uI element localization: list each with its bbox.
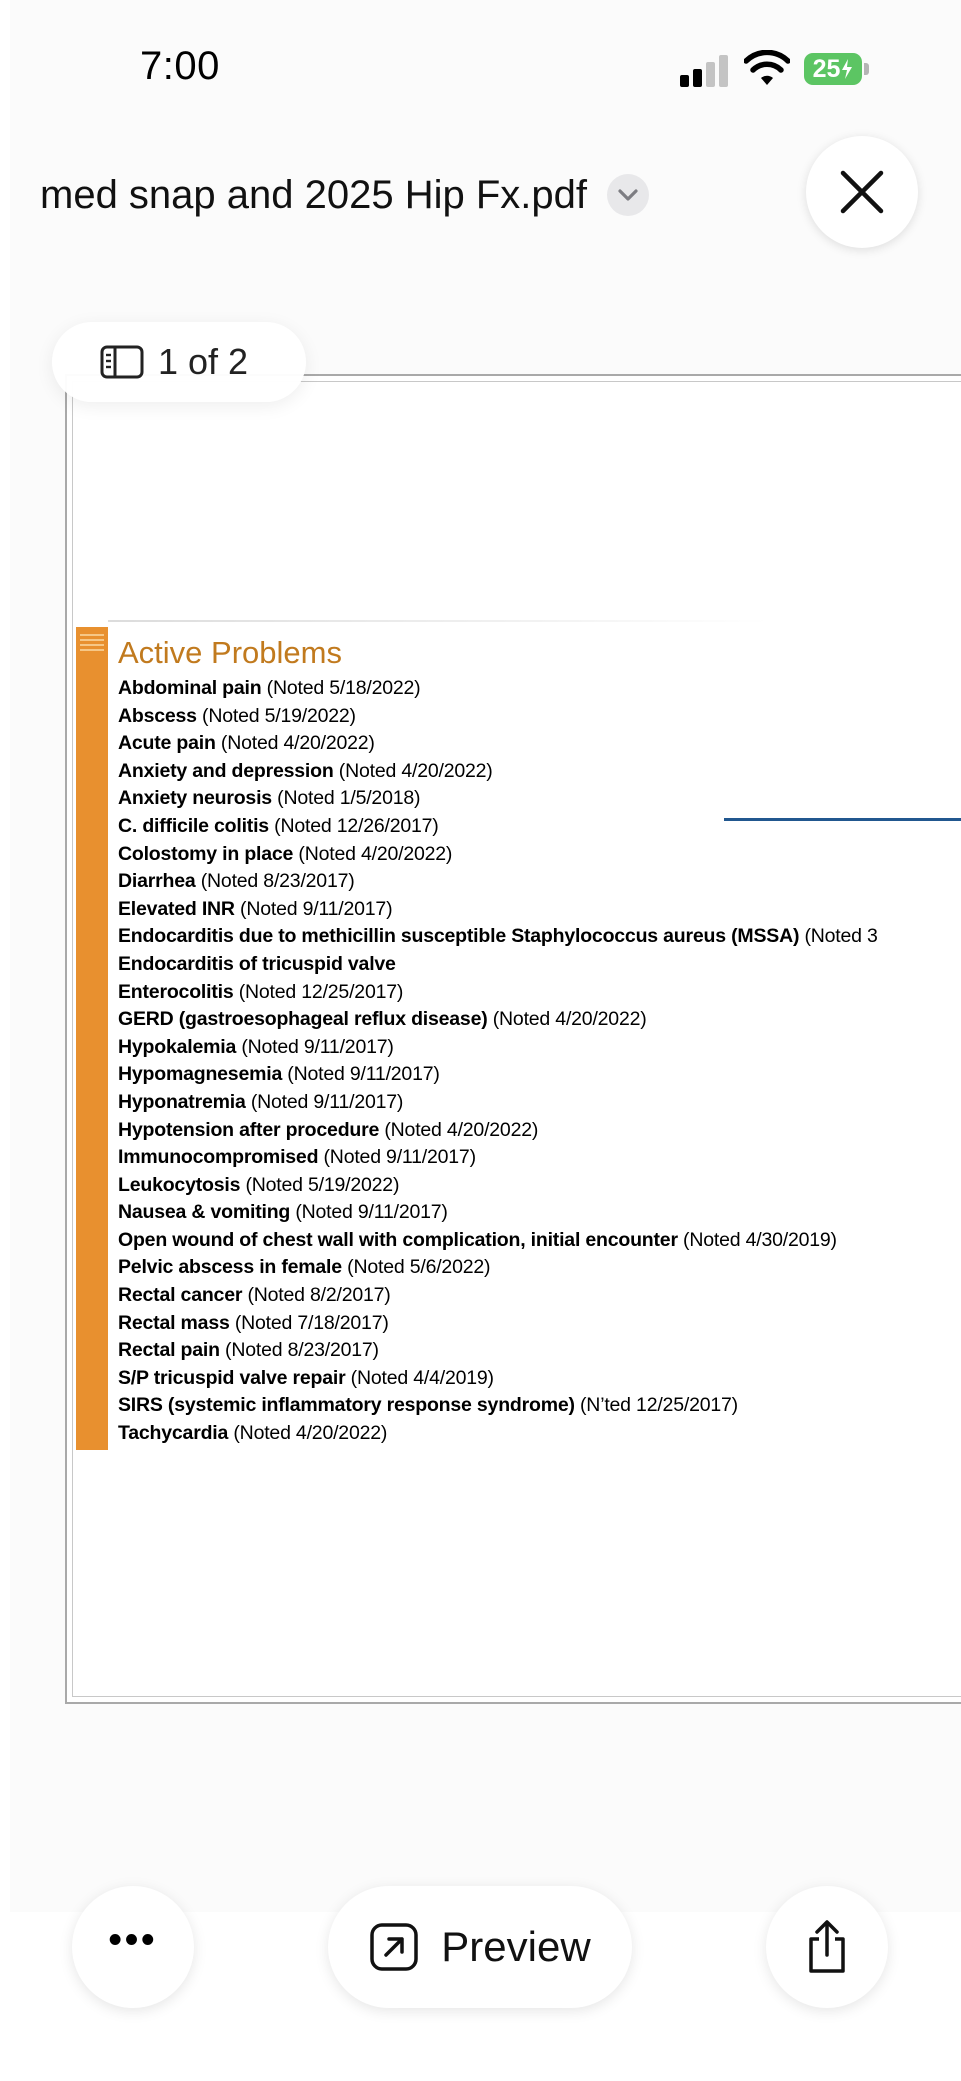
problem-item bbox=[118, 758, 961, 786]
problem-name: Acute pain bbox=[118, 732, 216, 755]
battery-level: 25 bbox=[812, 54, 841, 83]
preview-label: Preview bbox=[441, 1923, 591, 1970]
problem-noted-date: (Noted 9/11/2017) bbox=[234, 897, 393, 920]
preview-button[interactable] bbox=[328, 1886, 632, 2008]
problem-noted-date: (Noted 12/25/2017) bbox=[233, 980, 404, 1003]
problem-noted-date: (Noted 4/20/2022) bbox=[333, 759, 493, 782]
section-divider bbox=[108, 620, 768, 622]
problem-noted-date: (Noted 9/11/2017) bbox=[318, 1146, 476, 1169]
problem-noted-date: (Noted 8/23/2017) bbox=[219, 1339, 379, 1362]
problem-noted-date: (Noted 9/11/2017) bbox=[245, 1090, 404, 1113]
problem-name: Tachycardia bbox=[118, 1422, 229, 1445]
problem-name: Leukocytosis bbox=[118, 1173, 241, 1196]
problem-item bbox=[118, 730, 961, 758]
problem-name: Hyponatremia bbox=[118, 1090, 246, 1113]
sidebar-icon bbox=[100, 345, 144, 379]
problem-item bbox=[118, 1061, 961, 1089]
problem-item bbox=[118, 1420, 961, 1448]
problem-noted-date: (Noted 8/2/2017) bbox=[242, 1284, 391, 1307]
wifi-icon bbox=[744, 50, 790, 88]
problem-item bbox=[118, 951, 961, 979]
problem-noted-date: (Noted 4/20/2022) bbox=[228, 1422, 388, 1445]
problem-item bbox=[118, 813, 961, 841]
problem-name: Pelvic abscess in female bbox=[118, 1256, 342, 1279]
problem-item bbox=[118, 1006, 961, 1034]
problem-noted-date: (Noted 7/18/2017) bbox=[229, 1311, 389, 1334]
problem-noted-date: (Noted 1/5/2018) bbox=[271, 787, 421, 810]
problem-item bbox=[118, 1034, 961, 1062]
problem-name: Abdominal pain bbox=[118, 677, 262, 699]
problem-name: Immunocompromised bbox=[118, 1146, 319, 1169]
page-indicator[interactable] bbox=[52, 322, 306, 402]
problem-item bbox=[118, 868, 961, 896]
problem-noted-date: (N’ted 12/25/2017) bbox=[574, 1394, 738, 1417]
section-accent-bar bbox=[76, 627, 108, 1450]
problem-name: Hypotension after procedure bbox=[118, 1118, 380, 1141]
problem-item bbox=[118, 1144, 961, 1172]
problem-item bbox=[118, 979, 961, 1007]
problem-name: Nausea & vomiting bbox=[118, 1201, 291, 1224]
problem-name: C. difficile colitis bbox=[118, 814, 269, 837]
share-button[interactable] bbox=[766, 1886, 888, 2008]
arrow-up-right-icon bbox=[369, 1922, 419, 1972]
problem-noted-date: (Noted 4/20/2022) bbox=[293, 842, 453, 865]
problem-noted-date: (Noted 4/20/2022) bbox=[379, 1118, 539, 1141]
problem-name: Anxiety and depression bbox=[118, 759, 334, 782]
battery-icon bbox=[804, 53, 862, 85]
close-icon bbox=[839, 169, 885, 215]
problem-noted-date: (Noted 4/20/2022) bbox=[487, 1008, 647, 1031]
problem-list bbox=[118, 675, 961, 1448]
problem-noted-date: (Noted 8/23/2017) bbox=[195, 870, 355, 893]
problem-item bbox=[118, 896, 961, 924]
problem-noted-date: (Noted 5/18/2022) bbox=[261, 677, 421, 699]
problem-name: Hypomagnesemia bbox=[118, 1063, 283, 1086]
problem-name: Elevated INR bbox=[118, 897, 235, 920]
problem-name: SIRS (systemic inflammatory response syndrome) bbox=[118, 1394, 575, 1417]
problem-name: GERD (gastroesophageal reflux disease) bbox=[118, 1008, 488, 1031]
problem-item bbox=[118, 1282, 961, 1310]
more-button[interactable] bbox=[72, 1886, 194, 2008]
problem-item bbox=[118, 1365, 961, 1393]
cellular-signal-icon bbox=[680, 55, 730, 87]
problem-item bbox=[118, 1199, 961, 1227]
problem-item bbox=[118, 841, 961, 869]
problem-item bbox=[118, 1172, 961, 1200]
document-title-row[interactable] bbox=[40, 165, 649, 225]
share-icon bbox=[803, 1919, 851, 1975]
problem-item bbox=[118, 1337, 961, 1365]
problem-name: Open wound of chest wall with complication, initial encounter bbox=[118, 1228, 678, 1251]
problem-item bbox=[118, 1089, 961, 1117]
more-icon: ••• bbox=[108, 1918, 158, 1961]
problem-noted-date: (Noted 9/11/2017) bbox=[290, 1201, 448, 1224]
problem-name: Rectal cancer bbox=[118, 1284, 243, 1307]
problem-noted-date: (Noted 5/19/2022) bbox=[196, 704, 356, 727]
chevron-down-icon[interactable] bbox=[607, 174, 649, 216]
problem-item bbox=[118, 1227, 961, 1255]
problem-name: Endocarditis due to methicillin susceptible Staphylococcus aureus (MSSA) bbox=[118, 925, 800, 948]
problem-noted-date: (Noted 4/20/2022) bbox=[215, 732, 375, 755]
problem-name: S/P tricuspid valve repair bbox=[118, 1366, 346, 1389]
document-title[interactable]: med snap and 2025 Hip Fx.pdf bbox=[40, 172, 588, 217]
problem-name: Hypokalemia bbox=[118, 1035, 237, 1058]
problem-item bbox=[118, 703, 961, 731]
problem-noted-date: (Noted 4/30/2019) bbox=[677, 1228, 837, 1251]
problem-name: Enterocolitis bbox=[118, 980, 234, 1003]
problem-item bbox=[118, 1254, 961, 1282]
section-title: Active Problems bbox=[118, 635, 342, 670]
problem-item bbox=[118, 1392, 961, 1420]
problem-noted-date: (Noted 5/6/2022) bbox=[341, 1256, 491, 1279]
problem-name: Rectal mass bbox=[118, 1311, 230, 1334]
problem-name: Endocarditis of tricuspid valve bbox=[118, 952, 396, 975]
battery-tip bbox=[864, 63, 869, 75]
problem-noted-date: (Noted 3 bbox=[799, 925, 878, 948]
status-time: 7:00 bbox=[140, 44, 220, 88]
problem-name: Diarrhea bbox=[118, 870, 196, 893]
problem-noted-date: (Noted 9/11/2017) bbox=[236, 1035, 394, 1058]
problem-item bbox=[118, 923, 961, 951]
problem-noted-date: (Noted 4/4/2019) bbox=[345, 1366, 494, 1389]
problem-noted-date: (Noted 9/11/2017) bbox=[282, 1063, 440, 1086]
problem-item bbox=[118, 675, 961, 703]
problem-name: Rectal pain bbox=[118, 1339, 220, 1362]
problem-item bbox=[118, 1310, 961, 1338]
page-indicator-label: 1 of 2 bbox=[158, 341, 249, 382]
problem-noted-date: (Noted 12/26/2017) bbox=[268, 814, 439, 837]
problem-noted-date: (Noted 5/19/2022) bbox=[240, 1173, 400, 1196]
problem-name: Abscess bbox=[118, 704, 197, 727]
problem-item bbox=[118, 1117, 961, 1145]
list-icon bbox=[80, 631, 104, 657]
problem-name: Colostomy in place bbox=[118, 842, 294, 865]
problem-item bbox=[118, 785, 961, 813]
status-bar bbox=[0, 0, 961, 130]
charging-bolt-icon bbox=[841, 59, 853, 79]
close-button[interactable] bbox=[806, 136, 918, 248]
problem-name: Anxiety neurosis bbox=[118, 787, 272, 810]
